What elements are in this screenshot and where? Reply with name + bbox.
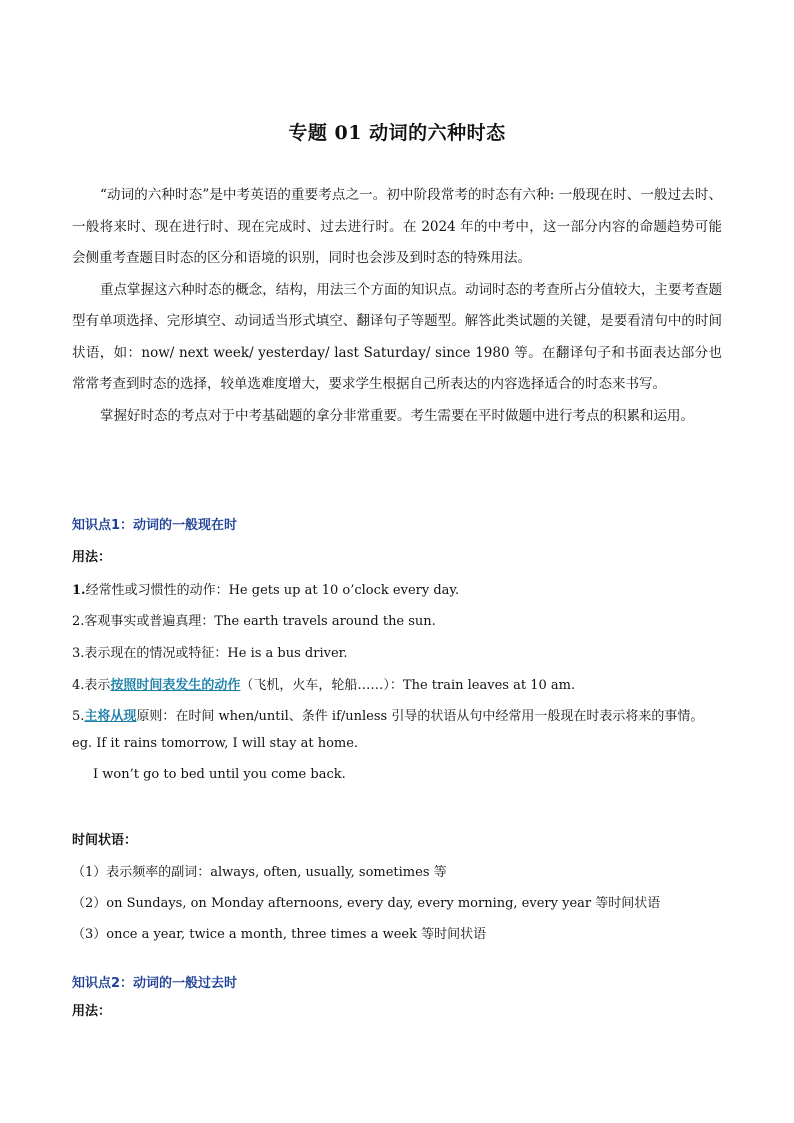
item-text-pre: 4.表示 — [72, 678, 111, 693]
item-number: 1. — [72, 583, 86, 598]
item-text-pre: 5. — [72, 709, 85, 724]
intro-paragraph-1: “动词的六种时态”是中考英语的重要考点之一。初中阶段常考的时态有六种: 一般现在时、一般过去时、一般将来时、现在进行时、现在完成时、过去进行时。在 2024 年的中考中，这一部分内容的命题趋势可能会侧重考查题目时态的区分和语境的识别，同时也会涉及到时态的特殊用法。 — [72, 187, 722, 266]
kp1-usage-item-1 — [72, 579, 752, 598]
kp2-heading: 知识点2：动词的一般过去时 — [72, 976, 238, 991]
kp1-adverbial-label: 时间状语： — [72, 833, 138, 848]
kp1-usage-label: 用法： — [72, 550, 112, 565]
kp1-example-1: eg. If it rains tomorrow, I will stay at home. — [72, 736, 359, 751]
item-text-post: （飞机，火车，轮船……）：The train leaves at 10 am. — [240, 678, 576, 693]
highlight-term: 按照时间表发生的动作 — [110, 678, 241, 693]
intro-paragraph-3: 掌握好时态的考点对于中考基础题的拿分非常重要。考生需要在平时做题中进行考点的积累和运用。 — [100, 407, 694, 424]
kp1-adverbial-2: （2）on Sundays, on Monday afternoons, every day, every morning, every year 等时间状语 — [72, 896, 661, 911]
item-text: 经常性或习惯性的动作：He gets up at 10 o’clock every day. — [85, 583, 460, 598]
item-text-post: 原则：在时间 when/until、条件 if/unless 引导的状语从句中经常用一般现在时表示将来的事情。 — [136, 709, 704, 724]
kp2-usage-label: 用法： — [72, 1004, 112, 1019]
kp1-example-2: I won’t go to bed until you come back. — [93, 767, 346, 782]
kp1-heading: 知识点1：动词的一般现在时 — [72, 518, 238, 533]
kp1-adverbial-1: （1）表示频率的副词：always, often, usually, sometimes 等 — [72, 865, 447, 880]
kp1-usage-item-3: 3.表示现在的情况或特征：He is a bus driver. — [72, 646, 348, 661]
page-title: 专题 01 动词的六种时态 — [288, 122, 506, 144]
intro-paragraph-2: 重点掌握这六种时态的概念，结构，用法三个方面的知识点。动词时态的考查所占分值较大，主要考查题型有单项选择、完形填空、动词适当形式填空、翻译句子等题型。解答此类试题的关键，是要看清句中的时间状语，如：now/ next week/ yesterday/ last Saturday/ since 1980 等。在翻译句子和书面表达部分也常常考查到时态的选择，较单选难度增大，要求学生根据自己所表达的内容选择适合的时态来书写。 — [72, 281, 722, 392]
kp1-usage-item-5 — [72, 705, 752, 724]
kp1-usage-item-2: 2.客观事实或普遍真理：The earth travels around the sun. — [72, 614, 436, 629]
intro-section — [72, 180, 722, 432]
kp1-adverbial-3: （3）once a year, twice a month, three times a week 等时间状语 — [72, 927, 487, 942]
highlight-term: 主将从现 — [84, 709, 137, 724]
kp1-usage-item-4 — [72, 674, 752, 693]
